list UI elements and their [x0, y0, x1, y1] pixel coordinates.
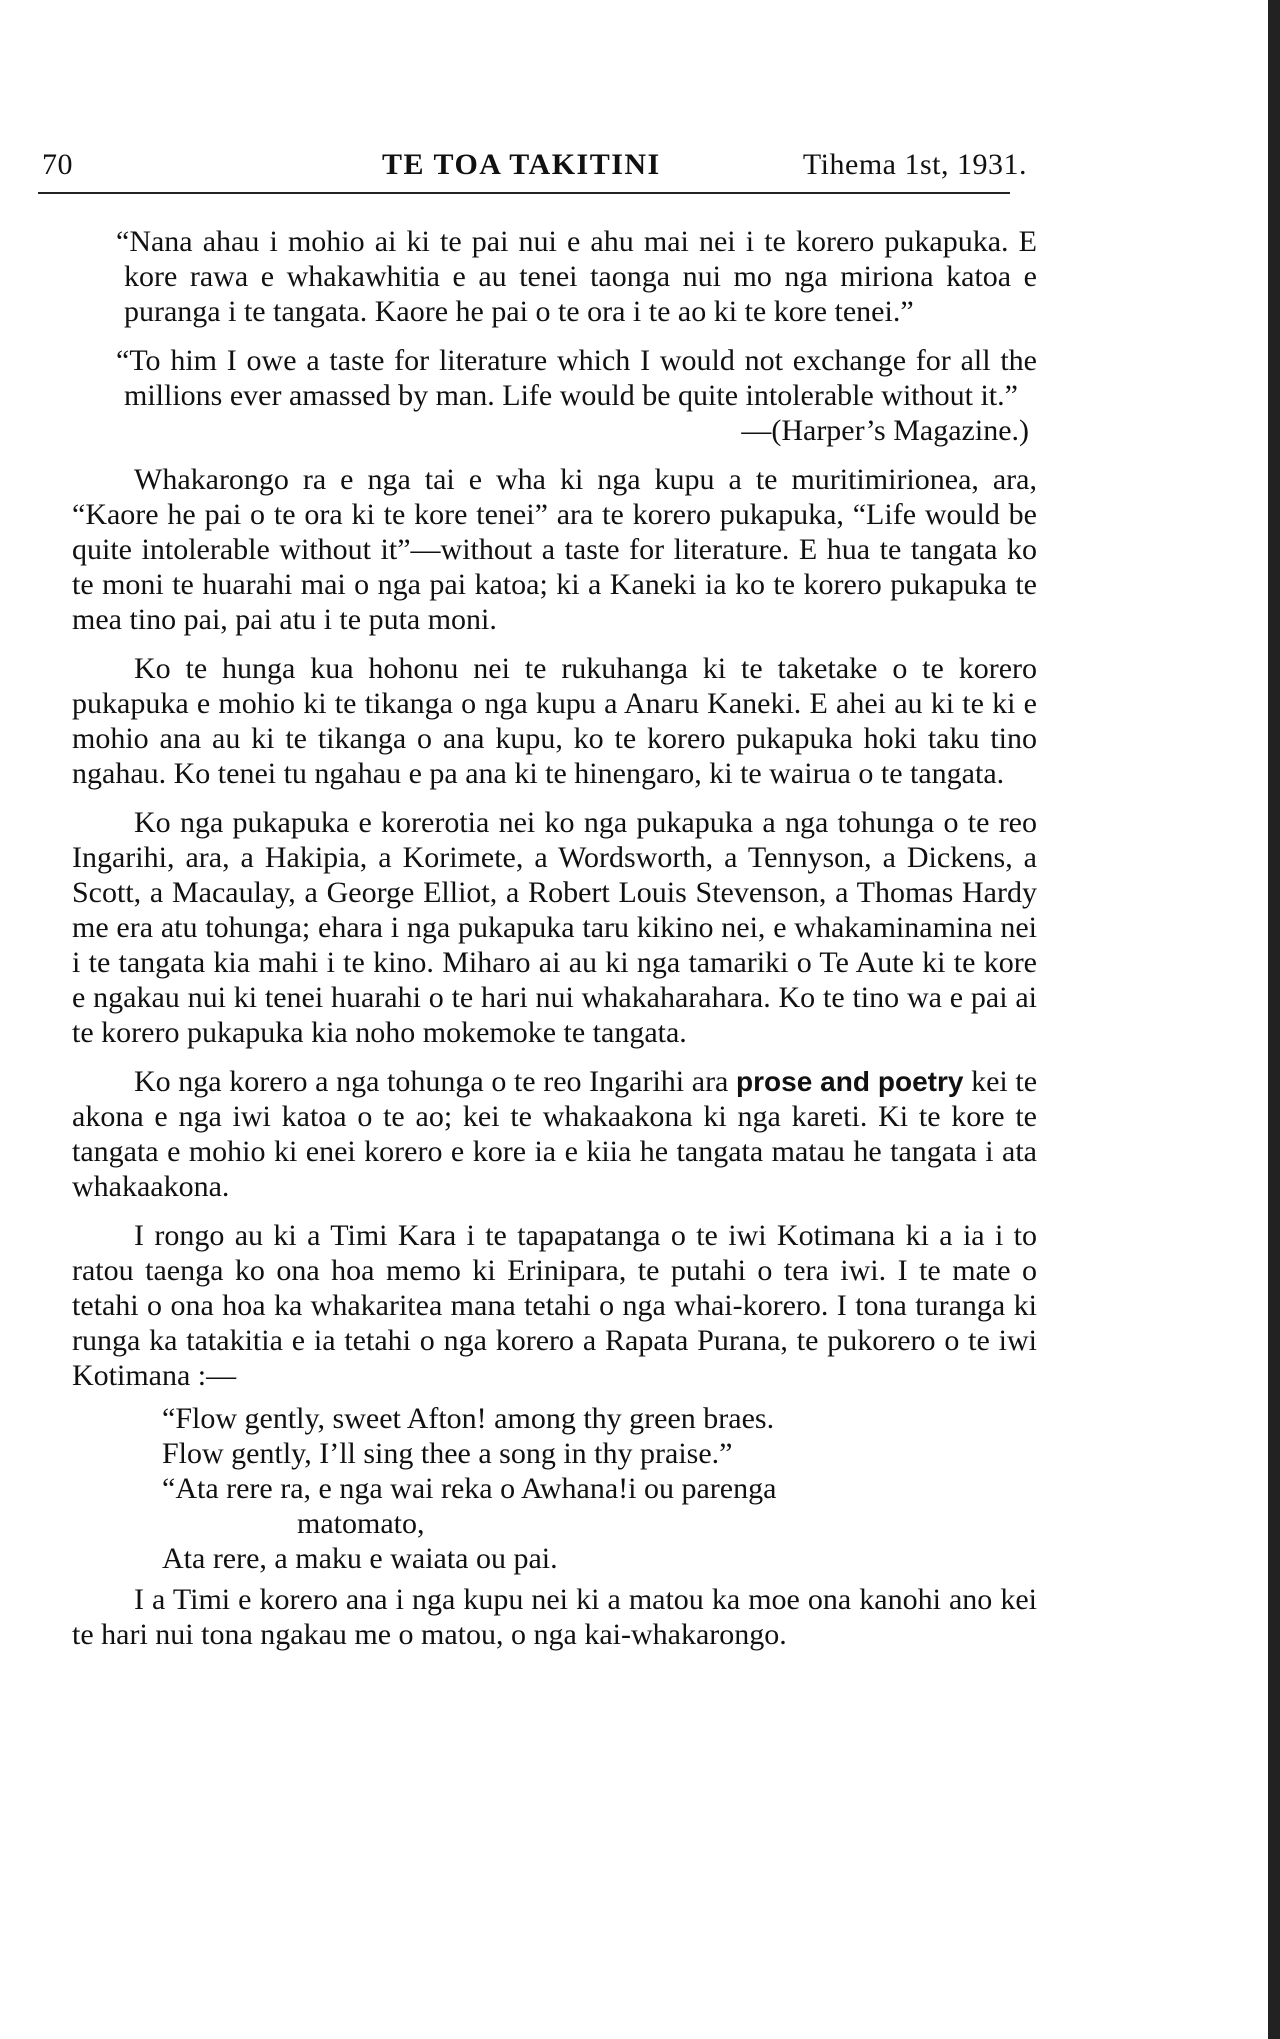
poem-line: “Ata rere ra, e nga wai reka o Awhana!i ou parenga — [162, 1472, 777, 1505]
page-number: 70 — [42, 148, 73, 181]
publication-title: TE TOA TAKITINI — [382, 148, 661, 181]
poem-line: “Flow gently, sweet Afton! among thy green braes. — [162, 1402, 775, 1435]
paragraph-whakarongo: Whakarongo ra e nga tai e wha ki nga kupu a te muritimirionea, ara, “Kaore he pai o te ora ki te kore tenei” ara te korero pukapuka, “Life would be quite intolerable without it”—without a taste for literature. E hua te tangata ko te moni te huarahi mai o nga pai katoa; ki a Kaneki ia ko te korero pukapuka te mea tino pai, pai atu i te puta moni. — [72, 463, 1037, 636]
article-body — [72, 224, 1037, 1666]
prose-text-before: Ko nga korero a nga tohunga o te reo Ingarihi ara — [134, 1065, 729, 1098]
paragraph-closing: I a Timi e korero ana i nga kupu nei ki a matou ka moe ona kanohi ano kei te hari nui tona ngakau me o matou, o nga kai-whakarongo. — [72, 1583, 1037, 1651]
paragraph-prose-poetry — [72, 1064, 1037, 1204]
poem-line: Ata rere, a maku e waiata ou pai. — [162, 1542, 558, 1575]
paragraph-timi-kara: I rongo au ki a Timi Kara i te tapapatanga o te iwi Kotimana ki a ia i to ratou taenga ko ona hoa memo ki Erinipara, te putahi o tera iwi. I te mate o tetahi o ona hoa ka whakaritea mana tetahi o nga whai-korero. I tona turanga ki runga ka tatakitia e ia tetahi o nga korero a Rapata Purana, te pukorero o te iwi Kotimana :— — [72, 1219, 1037, 1392]
poem-block — [162, 1401, 1037, 1576]
poem-line: Flow gently, I’ll sing thee a song in thy praise.” — [162, 1437, 733, 1470]
maori-quote: “Nana ahau i mohio ai ki te pai nui e ahu mai nei i te korero pukapuka. E kore rawa e whakawhitia e au tenei taonga nui mo nga miriona katoa e puranga i te tangata. Kaore he pai o te ora i te ao ki te kore tenei.” — [116, 225, 1037, 328]
page-edge-shadow — [1268, 0, 1280, 2039]
page-header — [42, 148, 1052, 188]
issue-date: Tihema 1st, 1931. — [802, 148, 1027, 181]
header-rule — [38, 192, 1010, 194]
prose-poetry-emphasis: prose and poetry — [736, 1066, 964, 1097]
paragraph-hunga: Ko te hunga kua hohonu nei te rukuhanga ki te taketake o te korero pukapuka e mohio ki te tikanga o nga kupu a Anaru Kaneki. E ahei au ki te ki e mohio ana au ki te tikanga o ana kupu, ko te korero pukapuka hoki taku tino ngahau. Ko tenei tu ngahau e pa ana ki te hinengaro, ki te wairua o te tangata. — [72, 652, 1037, 790]
paragraph-pukapuka: Ko nga pukapuka e korerotia nei ko nga pukapuka a nga tohunga o te reo Ingarihi, ara, a Hakipia, a Korimete, a Wordsworth, a Tennyson, a Dickens, a Scott, a Macaulay, a George Elliot, a Robert Louis Stevenson, a Thomas Hardy me era atu tohunga; ehara i nga pukapuka taru kikino nei, e whakaminamina nei i te tangata kia mahi i te kino. Miharo ai au ki nga tamariki o Te Aute ki te kore e ngakau nui ki tenei huarahi o te hari nui whakaharahara. Ko te tino wa e pai ai te korero pukapuka kia noho mokemoke te tangata. — [72, 806, 1037, 1049]
prose-text-after: kei te akona e nga iwi katoa o te ao; kei te whakaakona ki nga kareti. Ki te kore te tangata e mohio ki enei korero e kore ia e kiia he tangata matau he tangata i ata whakaakona. — [72, 1065, 1038, 1203]
english-quote: “To him I owe a taste for literature which I would not exchange for all the millions ever amassed by man. Life would be quite intolerable without it.” — [116, 344, 1037, 412]
quote-attribution: —(Harper’s Magazine.) — [741, 414, 1029, 447]
poem-line: matomato, — [297, 1507, 425, 1540]
